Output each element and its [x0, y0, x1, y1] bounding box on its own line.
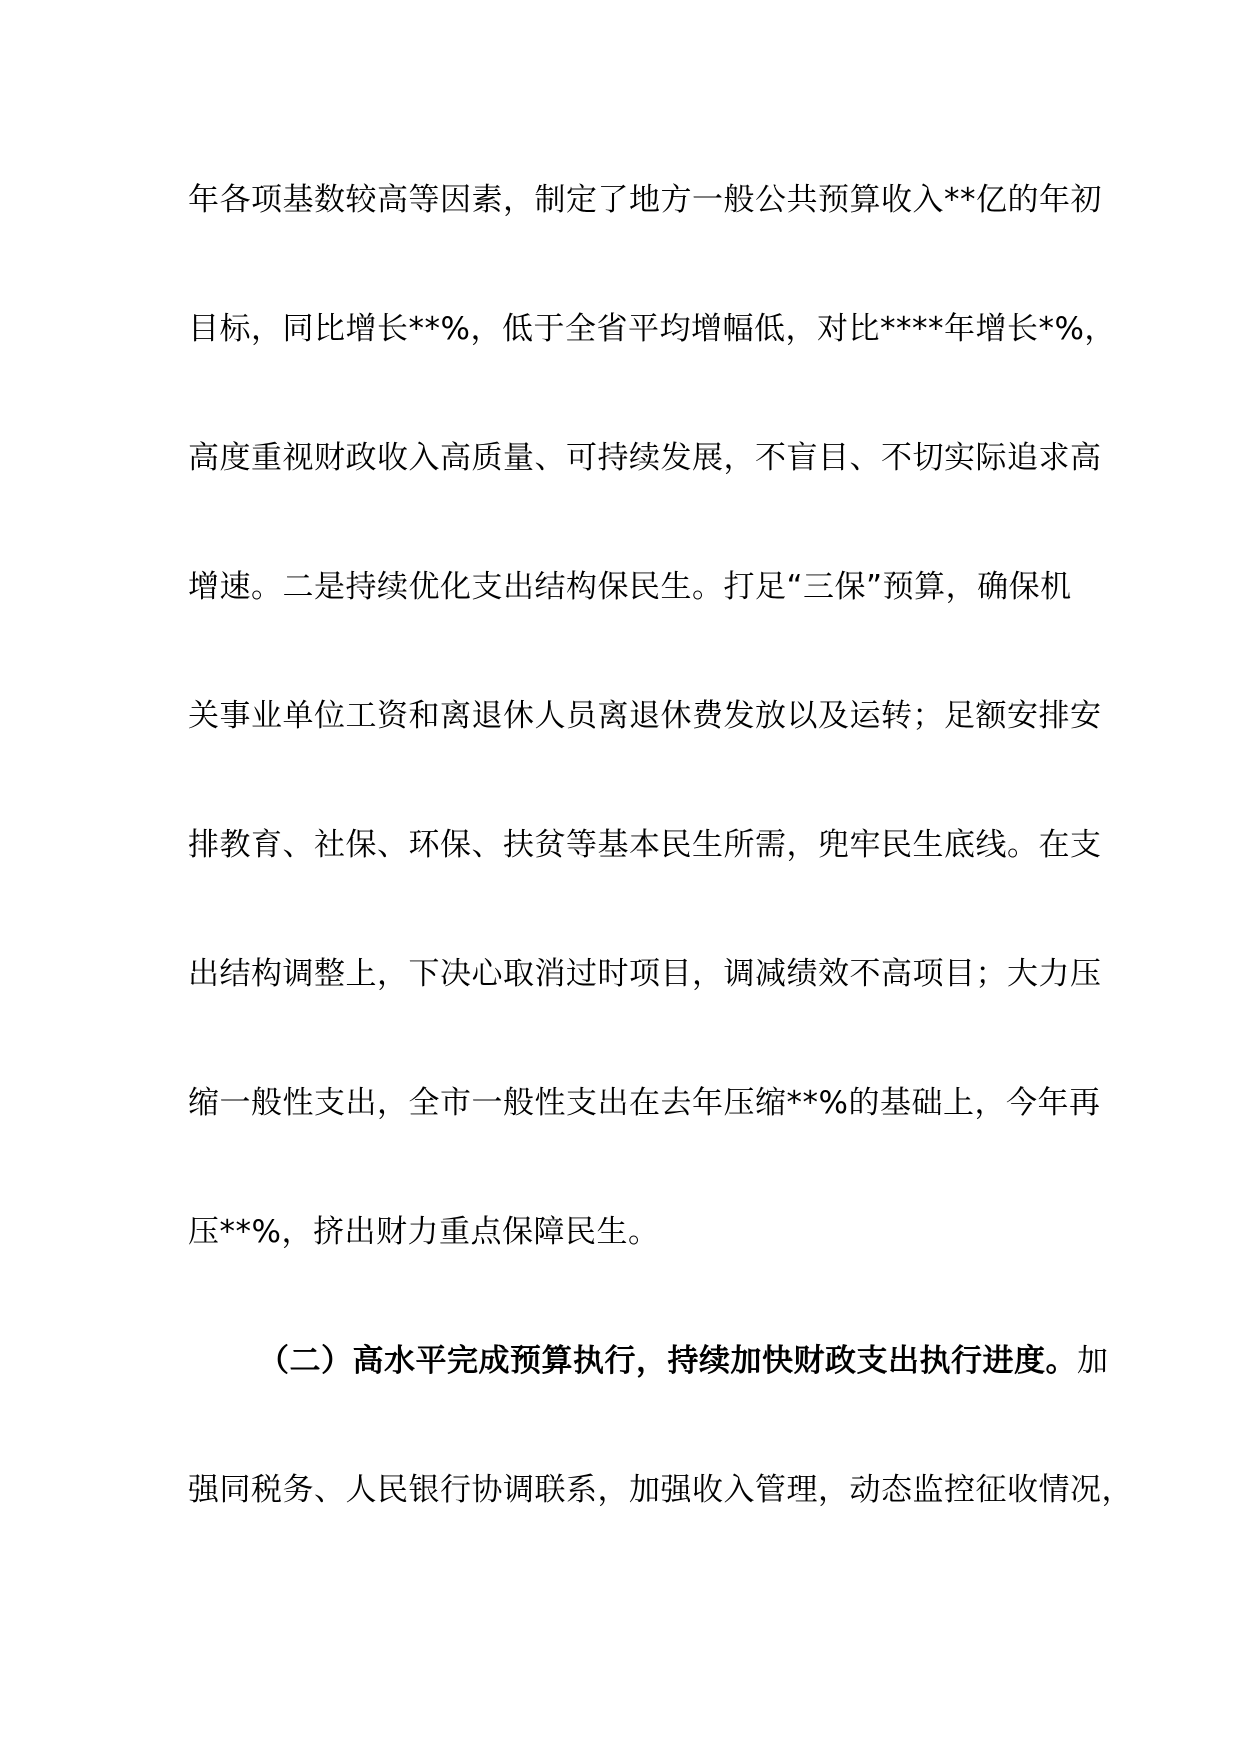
body-line-7: 出结构调整上，下决心取消过时项目，调减绩效不高项目；大力压	[188, 956, 1102, 992]
body-line-8: 缩一般性支出，全市一般性支出在去年压缩**%的基础上，今年再	[188, 1085, 1101, 1121]
body-line-3: 高度重视财政收入高质量、可持续发展，不盲目、不切实际追求高	[188, 440, 1102, 476]
body-line-5: 关事业单位工资和离退休人员离退休费发放以及运转；足额安排安	[188, 698, 1102, 734]
body-line-6: 排教育、社保、环保、扶贫等基本民生所需，兜牢民生底线。在支	[188, 827, 1102, 863]
body-line-9: 压**%，挤出财力重点保障民生。	[188, 1214, 660, 1250]
section-heading: （二）高水平完成预算执行，持续加快财政支出执行进度。	[258, 1343, 1077, 1379]
body-line-after-heading: 强同税务、人民银行协调联系，加强收入管理，动态监控征收情况，	[188, 1472, 1133, 1508]
body-line-1: 年各项基数较高等因素，制定了地方一般公共预算收入**亿的年初	[188, 182, 1102, 218]
body-line-4: 增速。二是持续优化支出结构保民生。打足“三保”预算，确保机	[188, 569, 1072, 605]
section-heading-line	[258, 1336, 1109, 1386]
body-line-2: 目标，同比增长**%，低于全省平均增幅低，对比****年增长*%，	[188, 311, 1116, 347]
section-heading-continuation: 加	[1077, 1343, 1109, 1379]
